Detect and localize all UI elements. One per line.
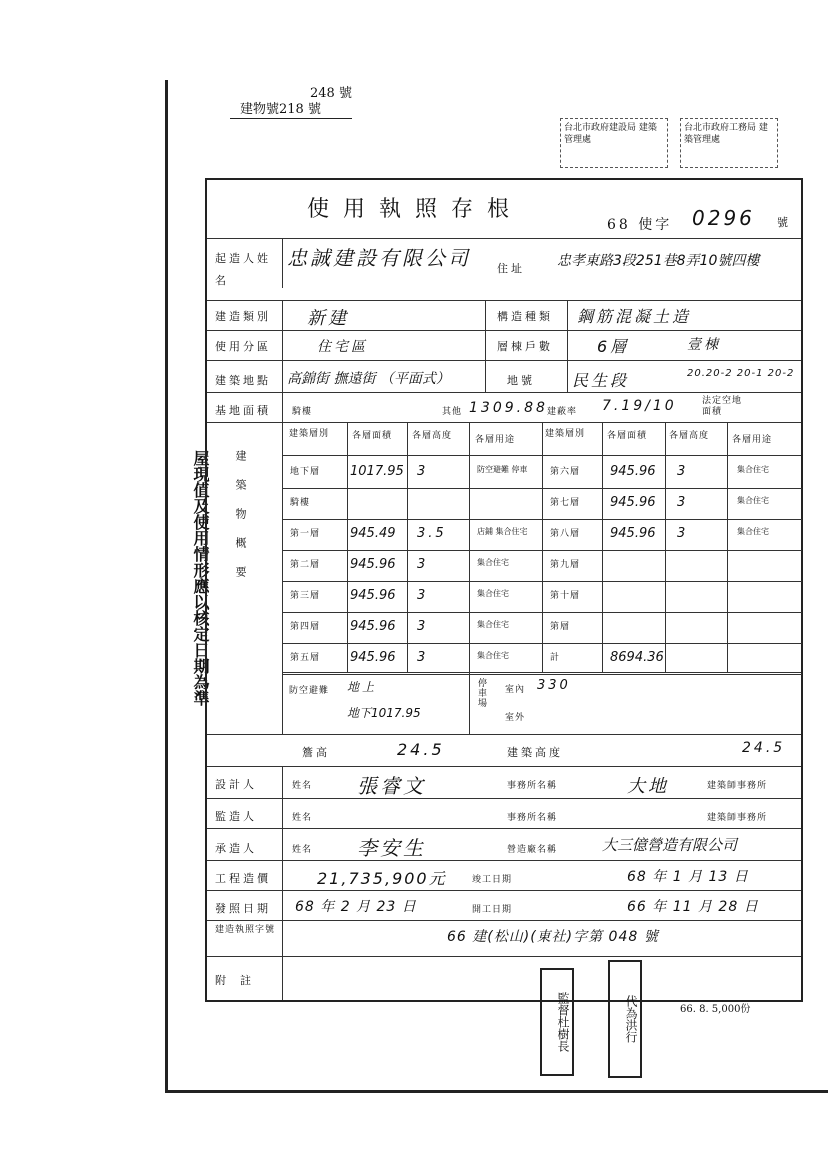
floors-value: 6層	[597, 337, 630, 356]
floor-right-height-2: 3	[677, 526, 689, 541]
parking-indoor-value: 330	[537, 678, 571, 693]
designer-name: 張睿文	[357, 774, 426, 798]
top-note	[230, 86, 352, 119]
print-note: 66. 8. 5,000份	[680, 1004, 751, 1015]
contractor-name-label: 姓名	[292, 845, 313, 855]
top-note-line1: 248 號	[310, 86, 352, 101]
floor-right-use-2: 集合住宅	[737, 527, 769, 536]
floor-left-name-4: 第三層	[290, 591, 321, 601]
permit-label: 建造執照字號	[215, 925, 276, 935]
zone-label: 使用分區	[215, 340, 271, 353]
approval-stamp-2: 代為洪行	[608, 960, 642, 1078]
address-label: 住址	[497, 262, 525, 275]
col-use-right: 各層用途	[732, 435, 773, 445]
address-value: 忠孝東路3段251巷8弄10號四樓	[557, 253, 760, 269]
col-area-left: 各層面積	[352, 431, 393, 441]
floors-extra: 壹棟	[687, 337, 721, 353]
floor-right-name-2: 第八層	[550, 529, 581, 539]
form-title: 使用執照存根	[307, 197, 524, 222]
cost-label: 工程造價	[215, 872, 271, 885]
area-label: 基地面積	[215, 404, 271, 417]
lot-value: 民生段	[572, 371, 630, 390]
col-floor-left: 建築層別	[289, 429, 330, 439]
serial-no: 0296	[692, 206, 755, 230]
floor-left-area-0: 1017.95	[350, 464, 404, 479]
parking-indoor: 室內	[505, 685, 526, 695]
floor-left-height-0: 3	[417, 464, 429, 479]
building-height-label: 建築高度	[507, 746, 563, 759]
floor-left-area-6: 945.96	[350, 650, 396, 665]
builder-label: 起造人姓名	[215, 252, 271, 287]
floor-left-name-2: 第一層	[290, 529, 321, 539]
floor-right-area-0: 945.96	[610, 464, 656, 479]
serial-suffix: 號	[777, 216, 791, 229]
supervisor-office-label: 事務所名稱	[507, 813, 558, 823]
stub-form	[205, 178, 803, 1002]
top-note-line2: 建物號218 號	[230, 102, 352, 119]
issue-label: 發照日期	[215, 902, 271, 915]
header-stamp-right: 台北市政府工務局 建築管理處	[680, 118, 778, 168]
floor-left-area-4: 945.96	[350, 588, 396, 603]
lot-extra: 20.20-2 20-1 20-2	[687, 368, 795, 379]
contractor-name: 李安生	[357, 836, 426, 860]
floor-right-area-2: 945.96	[610, 526, 656, 541]
parking-outdoor: 室外	[505, 713, 526, 723]
eave-label: 簷高	[302, 746, 330, 759]
designer-office-suffix: 建築師事務所	[707, 781, 768, 791]
air-raid-top: 地上	[347, 680, 378, 694]
air-raid-label: 防空避難	[289, 686, 330, 696]
floor-right-height-1: 3	[677, 495, 689, 510]
designer-name-label: 姓名	[292, 781, 313, 791]
header-stamp-left: 台北市政府建設局 建築管理處	[560, 118, 668, 168]
structure-label: 構造種類	[497, 310, 553, 323]
zone-value: 住宅區	[317, 339, 368, 355]
area-value: 1309.88	[469, 400, 548, 416]
floor-left-area-5: 945.96	[350, 619, 396, 634]
contractor-firm: 大三億營造有限公司	[602, 836, 738, 854]
site-label: 建築地點	[215, 374, 271, 387]
area-other: 其他	[442, 407, 463, 417]
col-floor-right: 建築層別	[545, 429, 586, 439]
build-type-label: 建造類別	[215, 310, 271, 323]
floor-left-name-5: 第四層	[290, 622, 321, 632]
floor-right-height-0: 3	[677, 464, 689, 479]
designer-label: 設計人	[215, 778, 257, 791]
floor-left-use-2: 店鋪 集合住宅	[477, 527, 528, 536]
cost-value: 21,735,900元	[317, 869, 447, 888]
air-raid-bottom: 地下1017.95	[347, 706, 421, 720]
supervisor-office-suffix: 建築師事務所	[707, 813, 768, 823]
designer-office-label: 事務所名稱	[507, 781, 558, 791]
approval-stamp-1: 監督杜樹長	[540, 968, 574, 1076]
structure-value: 鋼筋混凝土造	[577, 307, 692, 326]
floor-left-use-3: 集合住宅	[477, 558, 509, 567]
floor-left-height-6: 3	[417, 650, 429, 665]
floor-right-name-1: 第七層	[550, 498, 581, 508]
floors-label: 層棟戶數	[497, 340, 553, 353]
coverage-label: 建蔽率	[547, 407, 578, 417]
building-height-value: 24.5	[742, 740, 786, 756]
floor-left-use-5: 集合住宅	[477, 620, 509, 629]
supervisor-name-label: 姓名	[292, 813, 313, 823]
floor-right-name-3: 第九層	[550, 560, 581, 570]
contractor-firm-label: 營造廠名稱	[507, 845, 558, 855]
start-value: 66 年 11 月 28 日	[627, 899, 759, 915]
lot-label: 地號	[507, 374, 535, 387]
floor-right-name-4: 第十層	[550, 591, 581, 601]
floor-right-area-6: 8694.36	[610, 650, 664, 665]
designer-office: 大地	[627, 776, 669, 797]
floor-left-area-3: 945.96	[350, 557, 396, 572]
floor-left-use-0: 防空避難 停車	[477, 465, 528, 474]
floor-left-name-6: 第五層	[290, 653, 321, 663]
completion-label: 竣工日期	[472, 875, 513, 885]
floor-left-height-4: 3	[417, 588, 429, 603]
floor-right-use-1: 集合住宅	[737, 496, 769, 505]
floor-right-use-0: 集合住宅	[737, 465, 769, 474]
contractor-label: 承造人	[215, 842, 257, 855]
floor-left-height-3: 3	[417, 557, 429, 572]
serial-prefix: 68 使字	[607, 217, 673, 233]
remarks-label: 附註	[215, 974, 265, 987]
floor-left-height-2: 3.5	[417, 526, 447, 541]
permit-value: 66 建(松山)(東社)字第 048 號	[447, 929, 659, 945]
start-label: 開工日期	[472, 905, 513, 915]
open-space-label: 法定空地面積	[702, 396, 743, 417]
col-area-right: 各層面積	[607, 431, 648, 441]
floor-left-name-0: 地下層	[290, 467, 321, 477]
builder-value: 忠誠建設有限公司	[287, 246, 471, 270]
floor-left-use-4: 集合住宅	[477, 589, 509, 598]
site-value: 高錦街 撫遠街 （平面式）	[287, 371, 450, 387]
col-height-right: 各層高度	[669, 431, 710, 441]
header-stamp	[560, 118, 780, 168]
col-use-left: 各層用途	[475, 435, 516, 445]
parking-label: 停車場	[476, 678, 486, 708]
eave-value: 24.5	[397, 740, 445, 759]
section-label: 建築物概要	[234, 450, 247, 595]
coverage-value: 7.19/10	[602, 398, 677, 414]
col-height-left: 各層高度	[412, 431, 453, 441]
completion-value: 68 年 1 月 13 日	[627, 869, 749, 885]
floor-left-name-3: 第二層	[290, 560, 321, 570]
floor-right-area-1: 945.96	[610, 495, 656, 510]
side-note: 屋現值及使用情形應以核定日期為準	[191, 450, 210, 706]
floor-left-area-2: 945.49	[350, 526, 396, 541]
floor-right-name-6: 計	[550, 653, 561, 663]
floor-left-use-6: 集合住宅	[477, 651, 509, 660]
area-qilou: 騎樓	[292, 407, 313, 417]
floor-left-name-1: 騎樓	[290, 498, 311, 508]
floor-right-name-0: 第六層	[550, 467, 581, 477]
issue-value: 68 年 2 月 23 日	[295, 899, 417, 915]
floor-right-name-5: 第層	[550, 622, 571, 632]
floor-left-height-5: 3	[417, 619, 429, 634]
supervisor-label: 監造人	[215, 810, 257, 823]
build-type-value: 新建	[307, 308, 349, 329]
